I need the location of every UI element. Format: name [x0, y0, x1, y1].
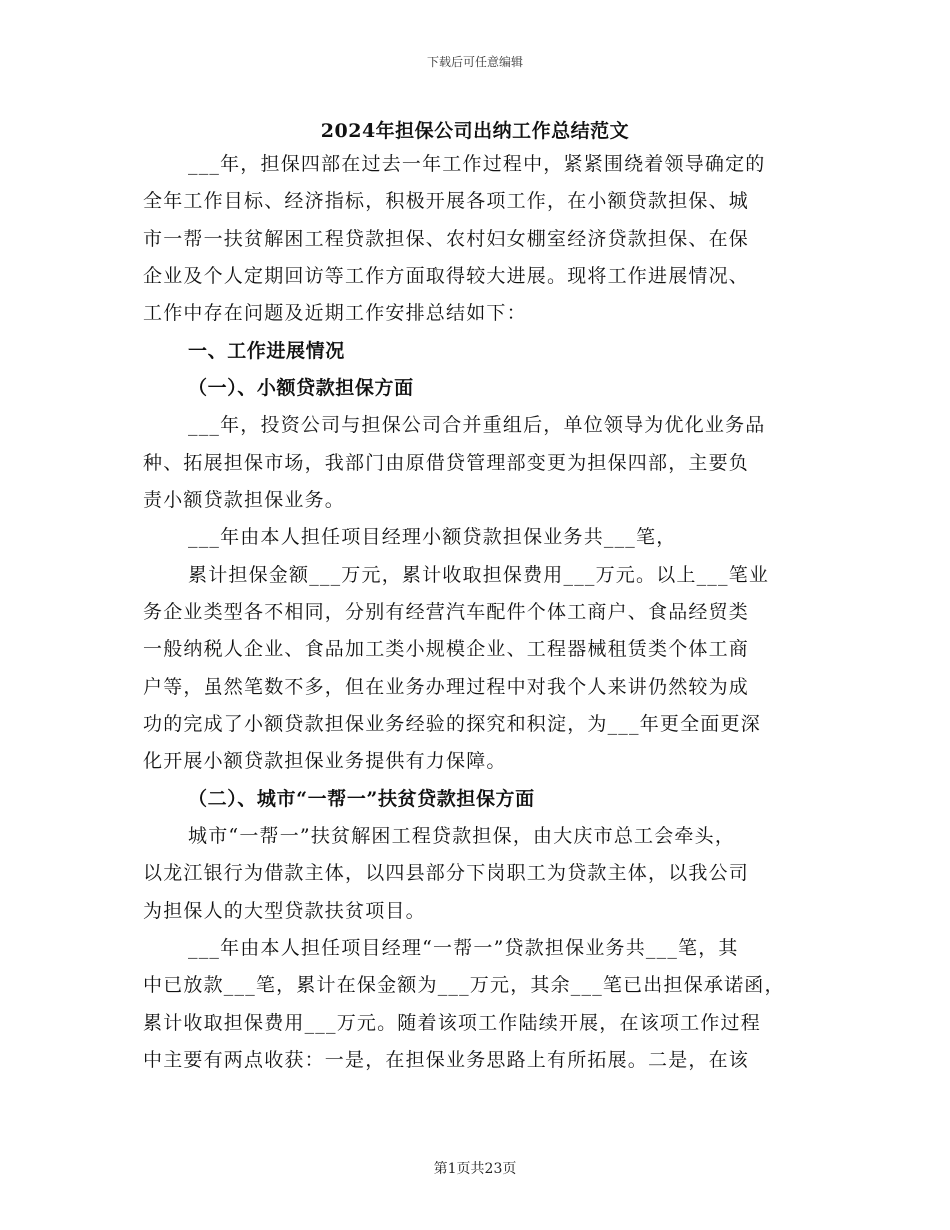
paragraph-line: ___年由本人担任项目经理“一帮一”贷款担保业务共___笔，其 [188, 937, 739, 959]
paragraph-line: 工作中存在问题及近期工作安排总结如下： [143, 302, 527, 324]
header-note: 下载后可任意编辑 [426, 55, 523, 69]
paragraph-line: 城市“一帮一”扶贫解困工程贷款担保，由大庆市总工会牵头， [188, 825, 736, 847]
paragraph-line: 市一帮一扶贫解困工程贷款担保、农村妇女棚室经济贷款担保、在保 [143, 228, 750, 250]
paragraph-line: 一般纳税人企业、食品加工类小规模企业、工程器械租赁类个体工商 [143, 638, 750, 660]
subsection-heading: （一）、小额贷款担保方面 [188, 377, 414, 399]
document-title: 2024年担保公司出纳工作总结范文 [320, 120, 630, 142]
paragraph-line: 责小额贷款担保业务。 [143, 489, 346, 511]
paragraph-line: 中已放款___笔，累计在保金额为___万元，其余___笔已出担保承诺函， [143, 974, 785, 996]
subsection-heading: （二）、城市“一帮一”扶贫贷款担保方面 [188, 788, 535, 810]
paragraph-line: 累计收取担保费用___万元。随着该项工作陆续开展，在该项工作过程 [143, 1012, 761, 1034]
paragraph-line: 户等，虽然笔数不多，但在业务办理过程中对我个人来讲仍然较为成 [143, 676, 750, 698]
paragraph-line: ___年，投资公司与担保公司合并重组后，单位领导为优化业务品 [188, 414, 766, 436]
paragraph-line: 全年工作目标、经济指标，积极开展各项工作，在小额贷款担保、城 [143, 190, 750, 212]
paragraph-line: 企业及个人定期回访等工作方面取得较大进展。现将工作进展情况、 [143, 265, 750, 287]
paragraph-line: 累计担保金额___万元，累计收取担保费用___万元。以上___笔业 [188, 564, 770, 586]
paragraph-line: 功的完成了小额贷款担保业务经验的探究和积淀，为___年更全面更深 [143, 713, 761, 735]
paragraph-line: 以龙江银行为借款主体，以四县部分下岗职工为贷款主体，以我公司 [143, 862, 750, 884]
paragraph-line: 为担保人的大型贷款扶贫项目。 [143, 900, 426, 922]
paragraph-line: 化开展小额贷款担保业务提供有力保障。 [143, 750, 507, 772]
paragraph-line: ___年，担保四部在过去一年工作过程中，紧紧围绕着领导确定的 [188, 153, 766, 175]
paragraph-line: ___年由本人担任项目经理小额贷款担保业务共___笔， [188, 526, 677, 548]
paragraph-line: 中主要有两点收获：一是，在担保业务思路上有所拓展。二是，在该 [143, 1049, 750, 1071]
paragraph-line: 务企业类型各不相同，分别有经营汽车配件个体工商户、食品经贸类 [143, 601, 750, 623]
section-heading: 一、工作进展情况 [188, 340, 345, 362]
page-number-footer: 第1页共23页 [433, 1161, 517, 1177]
paragraph-line: 种、拓展担保市场，我部门由原借贷管理部变更为担保四部，主要负 [143, 452, 750, 474]
